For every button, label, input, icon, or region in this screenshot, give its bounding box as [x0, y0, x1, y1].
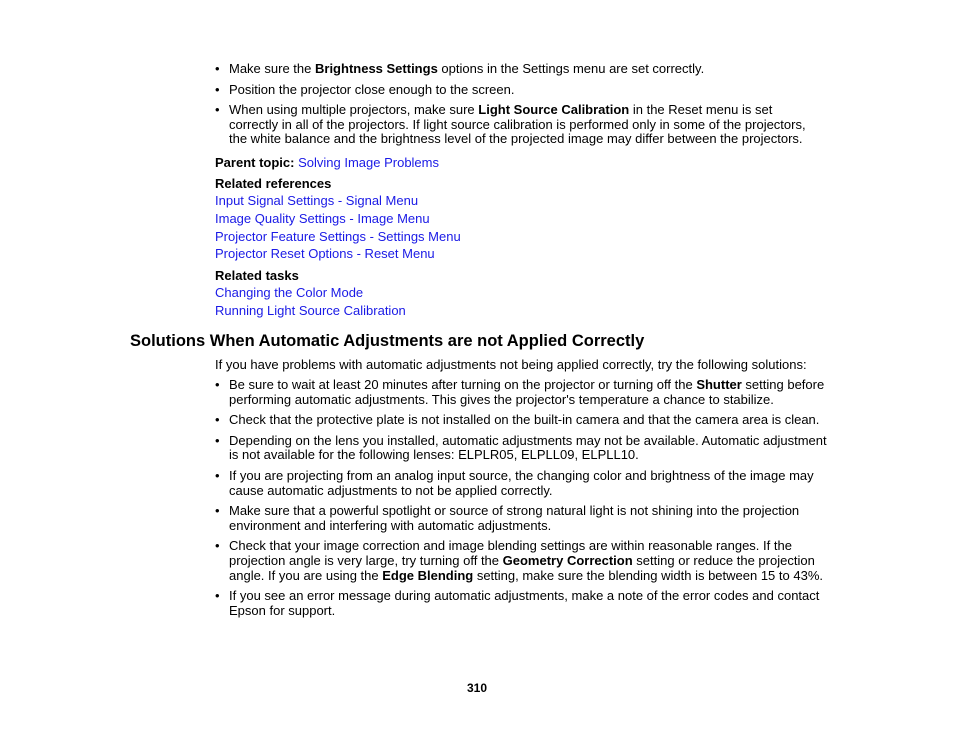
bullet-text: setting before performing automatic adjustments. This gives the projector's temperature a chance to stabilize. — [229, 377, 825, 407]
bullet-text: setting, make sure the blending width is between 15 to 43%. — [473, 567, 823, 583]
list-item — [215, 589, 827, 618]
solutions-bullet-list — [215, 378, 827, 618]
list-item — [215, 434, 827, 463]
bullet-text: setting or reduce the projection angle. If you are using the — [229, 552, 815, 583]
related-tasks-label: Related tasks — [215, 268, 299, 283]
parent-topic-link[interactable]: Solving Image Problems — [298, 155, 439, 170]
bullet-text: Be sure to wait at least 20 minutes after turning on the projector or turning off the — [229, 377, 697, 392]
bullet-text: Depending on the lens you installed, automatic adjustments may not be available. Automatic adjustment is not available for the following lenses: ELPLR05, ELPLL09, ELPLL10. — [229, 432, 827, 463]
bullet-text: Position the projector close enough to the screen. — [229, 81, 515, 97]
list-item — [215, 469, 827, 498]
page-number: 310 — [466, 681, 488, 695]
bullet-bold-text: Geometry Correction — [502, 552, 633, 568]
reference-link-settings-menu[interactable]: Projector Feature Settings - Settings Menu — [215, 228, 461, 244]
related-references-label: Related references — [215, 176, 332, 191]
reference-link-signal-menu[interactable]: Input Signal Settings - Signal Menu — [215, 193, 419, 208]
bullet-text: Check that the protective plate is not installed on the built-in camera and that the camera area is clean. — [229, 412, 820, 428]
parent-topic-label: Parent topic: — [215, 155, 295, 170]
bullet-bold-text: Edge Blending — [382, 567, 474, 583]
task-link-light-source-calibration[interactable]: Running Light Source Calibration — [215, 302, 406, 318]
task-link-color-mode[interactable]: Changing the Color Mode — [215, 285, 364, 300]
bullet-text: Check that your image correction and image blending settings are within reasonable ranges. If the projection angle is very large, try turning off the — [229, 538, 792, 568]
bullet-text: Make sure the — [229, 61, 315, 76]
list-item — [215, 83, 825, 98]
bullet-bold-text: Brightness Settings — [315, 61, 438, 76]
list-item — [215, 378, 827, 407]
reference-link-reset-menu[interactable]: Projector Reset Options - Reset Menu — [215, 246, 435, 262]
list-item — [215, 103, 825, 147]
related-references-links — [215, 192, 461, 263]
top-bullet-list — [215, 62, 825, 147]
list-item — [215, 539, 827, 583]
bullet-text: When using multiple projectors, make sure — [229, 102, 479, 118]
bullet-text: If you see an error message during automatic adjustments, make a note of the error codes and contact Epson for support. — [229, 588, 820, 618]
reference-link-image-menu[interactable]: Image Quality Settings - Image Menu — [215, 210, 430, 226]
bullet-bold-text: Shutter — [696, 377, 742, 392]
bullet-text: If you are projecting from an analog input source, the changing color and brightness of the image may cause automatic adjustments to not be applied correctly. — [229, 467, 814, 498]
section-heading: Solutions When Automatic Adjustments are not Applied Correctly — [130, 332, 645, 350]
parent-topic — [215, 155, 439, 170]
related-tasks-links — [215, 284, 406, 320]
list-item — [215, 62, 825, 77]
bullet-text: options in the Settings menu are set correctly. — [437, 61, 705, 76]
section-intro: If you have problems with automatic adjustments not being applied correctly, try the following solutions: — [215, 357, 807, 372]
bullet-text: in the Reset menu is set correctly in all of the projectors. If light source calibration is performed only in some of the projectors, the white balance and the brightness level of the projected image may differ between the projectors. — [229, 102, 806, 147]
bullet-text: Make sure that a powerful spotlight or source of strong natural light is not shining into the projection environment and interfering with automatic adjustments. — [229, 503, 800, 533]
bullet-bold-text: Light Source Calibration — [478, 102, 630, 118]
list-item — [215, 504, 827, 533]
list-item — [215, 413, 827, 428]
